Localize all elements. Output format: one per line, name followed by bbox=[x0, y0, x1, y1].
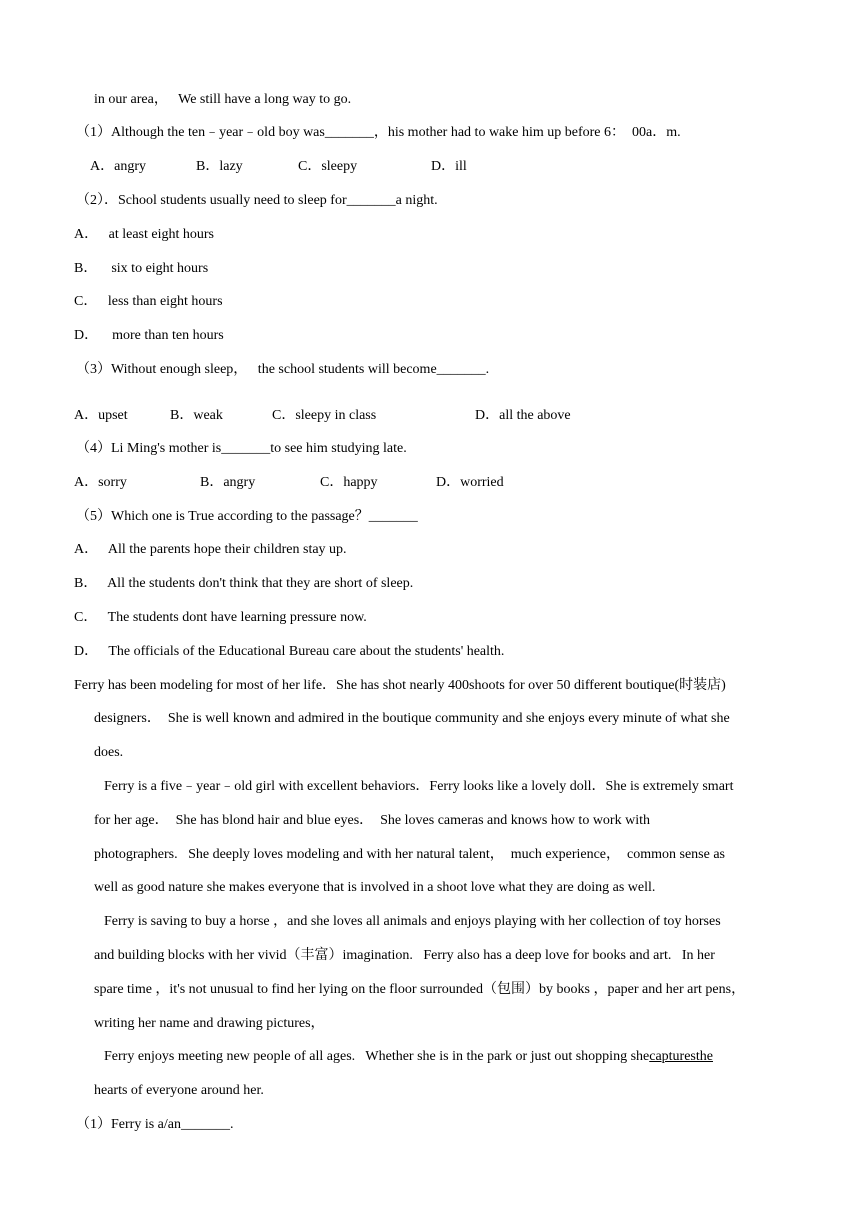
q3-option-d: D．all the above bbox=[475, 408, 571, 423]
q1-stem: （1）Although the ten﹣year﹣old boy was_______，his mother had to wake him up before 6： 00a．m. bbox=[76, 125, 681, 140]
passage2-line-1: Ferry has been modeling for most of her life．She has shot nearly 400shoots for over 50 different boutique(时装店) bbox=[74, 678, 726, 693]
q2-option-d: D． more than ten hours bbox=[74, 328, 224, 343]
q1-option-d: D．ill bbox=[431, 159, 467, 174]
passage2-line-4: Ferry is a five﹣year﹣old girl with excellent behaviors．Ferry looks like a lovely doll．She is extremely smart bbox=[104, 779, 734, 794]
passage2-line-10: spare time ，it's not unusual to find her lying on the floor surrounded（包围）by books ，paper and her art pens， bbox=[94, 982, 746, 997]
part2-q1-stem: （1）Ferry is a/an_______. bbox=[76, 1117, 234, 1132]
q2-option-b: B． six to eight hours bbox=[74, 261, 209, 276]
q5-option-b: B． All the students don't think that they are short of sleep. bbox=[74, 576, 414, 591]
underlined-phrase: capturesthe bbox=[649, 1049, 713, 1064]
passage2-line-2: designers． She is well known and admired in the boutique community and she enjoys every minute of what she bbox=[94, 711, 730, 726]
passage2-line-3: does. bbox=[94, 745, 124, 760]
q4-option-a: A．sorry bbox=[74, 475, 127, 490]
q1-option-a: A．angry bbox=[90, 159, 146, 174]
q1-option-c: C．sleepy bbox=[298, 159, 358, 174]
q4-stem: （4）Li Ming's mother is_______to see him studying late. bbox=[76, 441, 407, 456]
q4-option-c: C．happy bbox=[320, 475, 378, 490]
q5-stem: （5）Which one is True according to the passage？_______ bbox=[76, 509, 418, 524]
passage2-line-8: Ferry is saving to buy a horse ，and she loves all animals and enjoys playing with her collection of toy horses bbox=[104, 914, 721, 929]
passage2-line-12-text: Ferry enjoys meeting new people of all ages. Whether she is in the park or just out shopping she bbox=[104, 1049, 650, 1064]
q1-option-b: B．lazy bbox=[196, 159, 243, 174]
q2-stem: （2）．School students usually need to sleep for_______a night. bbox=[76, 193, 438, 208]
q3-option-c: C．sleepy in class bbox=[272, 408, 377, 423]
passage2-line-9: and building blocks with her vivid（丰富）imagination. Ferry also has a deep love for books and art. In her bbox=[94, 948, 715, 963]
q2-option-c: C． less than eight hours bbox=[74, 294, 223, 309]
passage2-line-6: photographers. She deeply loves modeling and with her natural talent， much experience， common sense as bbox=[94, 847, 725, 862]
passage-tail-line: in our area， We still have a long way to go. bbox=[94, 92, 352, 107]
q4-option-d: D．worried bbox=[436, 475, 504, 490]
q2-option-a: A． at least eight hours bbox=[74, 227, 214, 242]
passage2-line-12 bbox=[104, 1047, 713, 1067]
passage2-line-7: well as good nature she makes everyone that is involved in a shoot love what they are doing as well. bbox=[94, 880, 656, 895]
q3-option-b: B．weak bbox=[170, 408, 223, 423]
q3-option-a: A．upset bbox=[74, 408, 128, 423]
passage2-line-5: for her age． She has blond hair and blue eyes． She loves cameras and knows how to work with bbox=[94, 813, 650, 828]
q5-option-c: C． The students dont have learning pressure now. bbox=[74, 610, 367, 625]
q5-option-a: A． All the parents hope their children stay up. bbox=[74, 542, 347, 557]
passage2-line-13: hearts of everyone around her. bbox=[94, 1083, 264, 1098]
q3-stem: （3）Without enough sleep， the school students will become_______. bbox=[76, 362, 490, 377]
q5-option-d: D． The officials of the Educational Bureau care about the students' health. bbox=[74, 644, 505, 659]
passage2-line-11: writing her name and drawing pictures， bbox=[94, 1016, 325, 1031]
q4-option-b: B．angry bbox=[200, 475, 256, 490]
